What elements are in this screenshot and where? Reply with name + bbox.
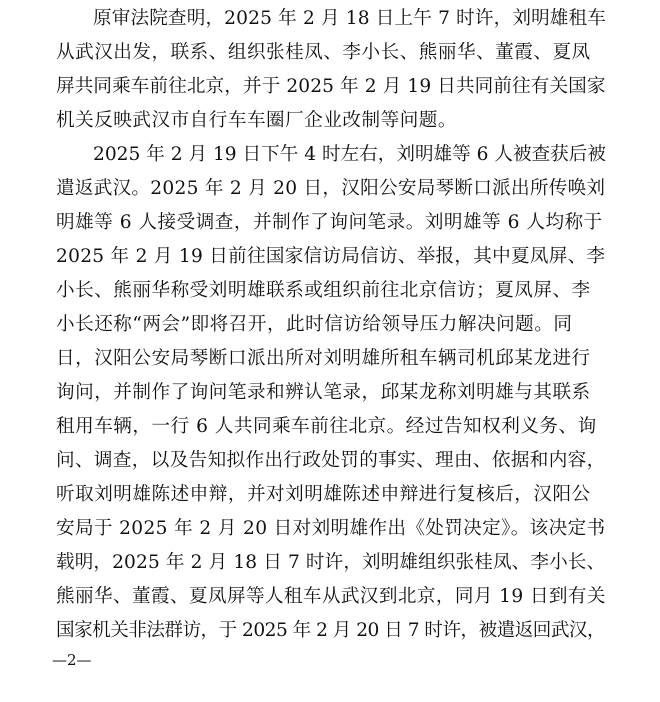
paragraph-line: 听取刘明雄陈述申辩，并对刘明雄陈述申辩进行复核后，汉阳公 <box>56 484 591 505</box>
paragraph-line: 2025 年 2 月 19 日前往国家信访局信访、举报，其中夏凤屏、李 <box>56 246 606 267</box>
paragraph-line: 询问，并制作了询问笔录和辨认笔录，邱某龙称刘明雄与其联系 <box>56 382 591 403</box>
paragraph-line: 小长、熊丽华称受刘明雄联系或组织前往北京信访；夏凤屏、李 <box>56 280 591 301</box>
paragraph-line: 国家机关非法群访，于 2025 年 2 月 20 日 7 时许，被遣返回武汉， <box>56 620 606 641</box>
paragraph-line: 从武汉出发，联系、组织张桂凤、李小长、熊丽华、董霞、夏凤 <box>56 42 591 63</box>
paragraph-line: 载明，2025 年 2 月 18 日 7 时许，刘明雄组织张桂凤、李小长、 <box>56 552 606 573</box>
paragraph-line: 机关反映武汉市自行车车圈厂企业改制等问题。 <box>56 110 457 131</box>
paragraph-line: 日，汉阳公安局琴断口派出所对刘明雄所租车辆司机邱某龙进行 <box>56 348 591 369</box>
paragraph-line: 原审法院查明，2025 年 2 月 18 日上午 7 时许，刘明雄租车 <box>93 8 607 29</box>
paragraph-line: 遣返武汉。2025 年 2 月 20 日，汉阳公安局琴断口派出所传唤刘 <box>56 178 606 199</box>
paragraph-line: 租用车辆，一行 6 人共同乘车前往北京。经过告知权利义务、询 <box>56 416 597 437</box>
paragraph-line: 问、调查，以及告知拟作出行政处罚的事实、理由、依据和内容， <box>56 450 606 471</box>
paragraph-line: 2025 年 2 月 19 日下午 4 时左右，刘明雄等 6 人被查获后被 <box>93 144 606 165</box>
paragraph-line: 明雄等 6 人接受调查，并制作了询问笔录。刘明雄等 6 人均称于 <box>56 212 603 233</box>
page-number: —2— <box>52 651 92 669</box>
paragraph-line: 熊丽华、董霞、夏凤屏等人租车从武汉到北京，同月 19 日到有关 <box>56 586 606 607</box>
paragraph-line: 屏共同乘车前往北京，并于 2025 年 2 月 19 日共同前往有关国家 <box>56 76 606 97</box>
paragraph-line: 小长还称“两会”即将召开，此时信访给领导压力解决问题。同 <box>56 314 573 335</box>
paragraph-line: 安局于 2025 年 2 月 20 日对刘明雄作出《处罚决定》。该决定书 <box>56 518 606 539</box>
